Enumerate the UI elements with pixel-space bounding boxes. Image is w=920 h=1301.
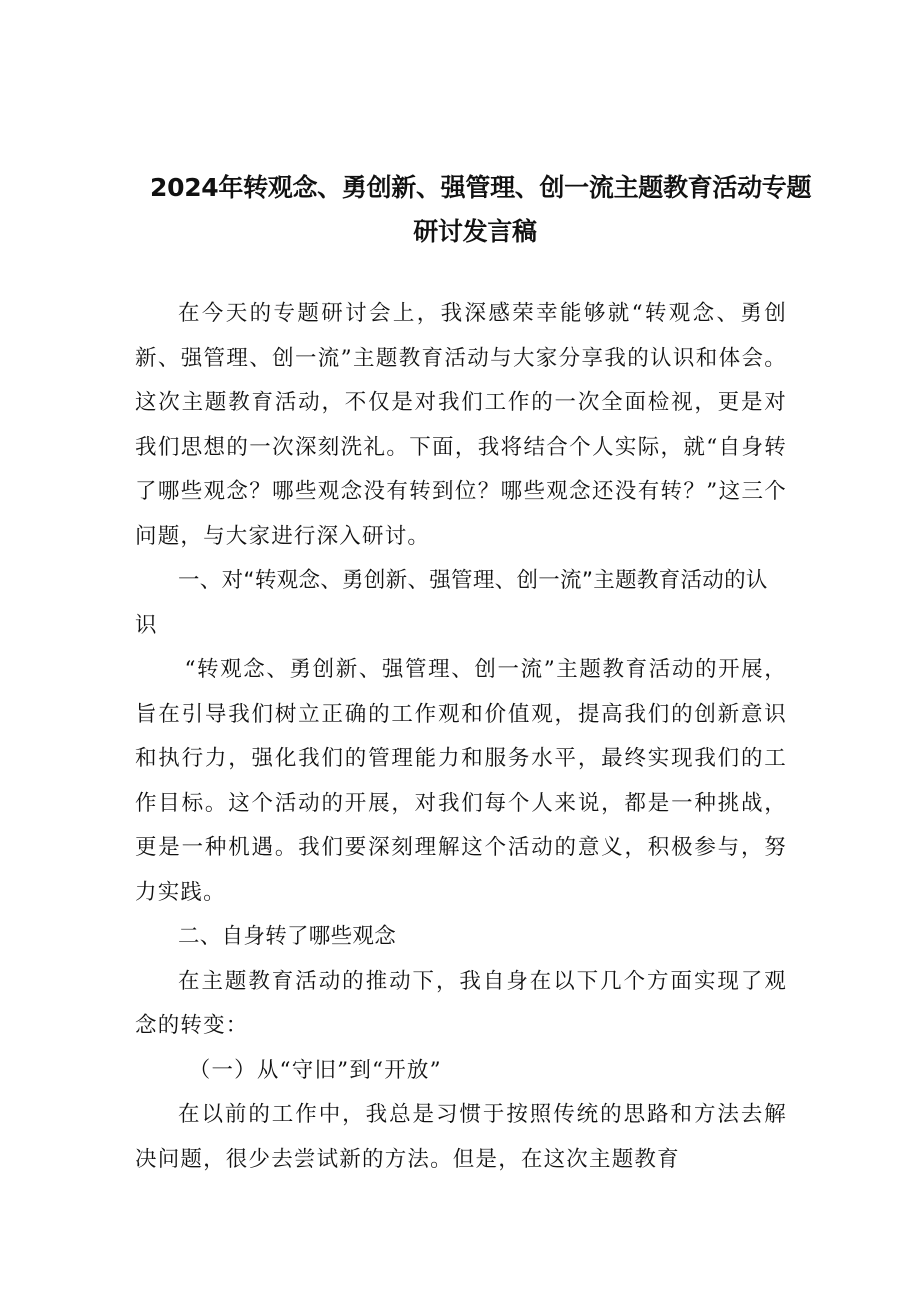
document-body xyxy=(135,292,787,1182)
paragraph-section-1: “转观念、勇创新、强管理、创一流”主题教育活动的开展，旨在引导我们树立正确的工作观和价值观，提高我们的创新意识和执行力，强化我们的管理能力和服务水平，最终实现我们的工作目标。这个活动的开展，对我们每个人来说，都是一种挑战，更是一种机遇。我们要深刻理解这个活动的意义，积极参与，努力实践。 xyxy=(135,657,787,905)
section-heading-1: 一、对“转观念、勇创新、强管理、创一流”主题教育活动的认识 xyxy=(135,568,768,638)
paragraph-section-2: 在主题教育活动的推动下，我自身在以下几个方面实现了观念的转变： xyxy=(135,968,787,1038)
document-title xyxy=(150,166,812,254)
paragraph-subsection-1: 在以前的工作中，我总是习惯于按照传统的思路和方法去解决问题，很少去尝试新的方法。但是，在这次主题教育 xyxy=(135,1102,787,1172)
subsection-heading-1: （一）从“守旧”到“开放” xyxy=(188,1057,442,1083)
paragraph-intro: 在今天的专题研讨会上，我深感荣幸能够就“转观念、勇创新、强管理、创一流”主题教育活动与大家分享我的认识和体会。这次主题教育活动，不仅是对我们工作的一次全面检视，更是对我们思想的一次深刻洗礼。下面，我将结合个人实际，就“自身转了哪些观念？哪些观念没有转到位？哪些观念还没有转？”这三个问题，与大家进行深入研讨。 xyxy=(135,301,787,549)
section-heading-2: 二、自身转了哪些观念 xyxy=(178,924,397,949)
title-line-1: 2024年转观念、勇创新、强管理、创一流主题教育活动专题 xyxy=(150,173,812,202)
title-line-2: 研讨发言稿 xyxy=(413,217,537,246)
